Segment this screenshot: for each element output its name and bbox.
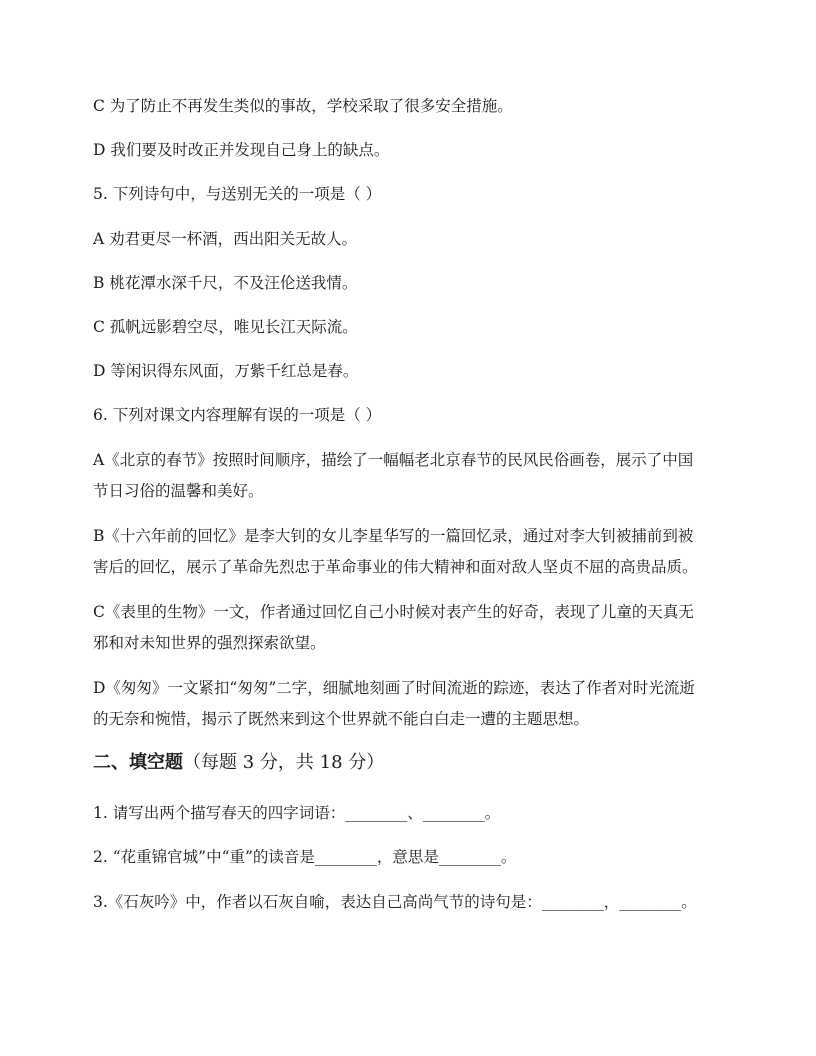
section-2-title: 二、填空题 [93, 752, 183, 773]
fill-question-1: 1. 请写出两个描写春天的四字词语：________、________。 [93, 804, 501, 822]
fill-question-2: 2. “花重锦官城”中“重”的读音是________，意思是________。 [93, 848, 517, 866]
fill-question-3: 3.《石灰吟》中，作者以石灰自喻，表达自己高尚气节的诗句是：________，________。 [93, 893, 697, 911]
option-c-q6-line2: 邪和对未知世界的强烈探索欲望。 [93, 634, 326, 652]
option-b-q6-line2: 害后的回忆，展示了革命先烈忠于革命事业的伟大精神和面对敌人坚贞不屈的高贵品质。 [93, 558, 698, 576]
question-5-stem: 5. 下列诗句中，与送别无关的一项是（ ） [93, 185, 382, 203]
option-c-q5: C 孤帆远影碧空尽，唯见长江天际流。 [93, 318, 358, 336]
option-d-q4: D 我们要及时改正并发现自己身上的缺点。 [93, 141, 390, 159]
option-c-q4: C 为了防止不再发生类似的事故，学校采取了很多安全措施。 [93, 97, 513, 115]
question-6-stem: 6. 下列对课文内容理解有误的一项是（ ） [93, 406, 382, 424]
option-a-q6-line1: A《北京的春节》按照时间顺序，描绘了一幅幅老北京春节的民风民俗画卷，展示了中国 [93, 451, 694, 469]
option-b-q6-line1: B《十六年前的回忆》是李大钊的女儿李星华写的一篇回忆录，通过对李大钊被捕前到被 [93, 527, 694, 545]
option-a-q6-line2: 节日习俗的温馨和美好。 [93, 482, 264, 500]
option-a-q5: A 劝君更尽一杯酒，西出阳关无故人。 [93, 230, 358, 248]
option-d-q6-line1: D《匆匆》一文紧扣“匆匆”二字，细腻地刻画了时间流逝的踪迹，表达了作者对时光流逝 [93, 679, 695, 697]
section-2-score-note: （每题 3 分，共 18 分） [183, 752, 385, 773]
section-2-heading [93, 752, 733, 774]
option-d-q5: D 等闲识得东风面，万紫千红总是春。 [93, 362, 359, 380]
option-c-q6-line1: C《表里的生物》一文，作者通过回忆自己小时候对表产生的好奇，表现了儿童的天真无 [93, 603, 694, 621]
option-d-q6-line2: 的无奈和惋惜，揭示了既然来到这个世界就不能白白走一遭的主题思想。 [93, 710, 590, 728]
option-b-q5: B 桃花潭水深千尺，不及汪伦送我情。 [93, 274, 358, 292]
